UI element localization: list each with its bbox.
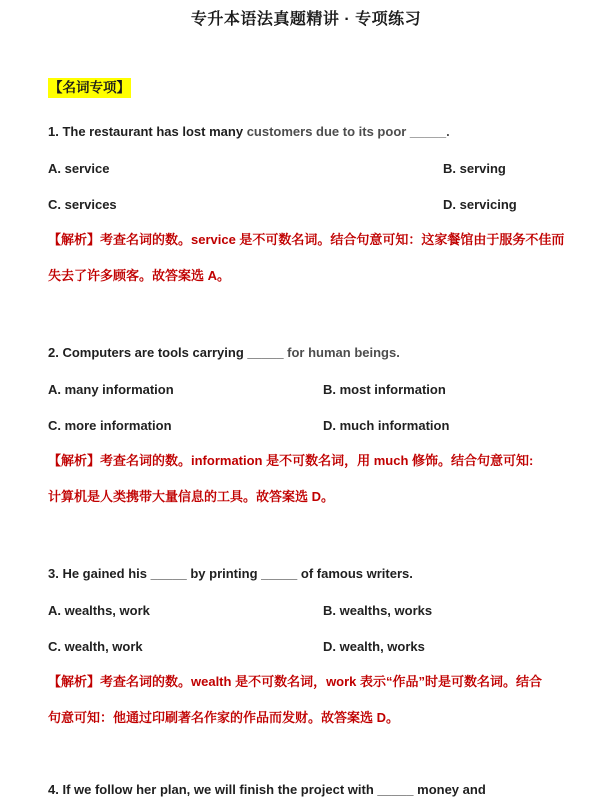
question-1-options-row-1 bbox=[48, 161, 564, 176]
question-3-options-row-2 bbox=[48, 639, 564, 654]
question-3-option-a: A. wealths, work bbox=[48, 603, 150, 618]
question-2-options-row-2 bbox=[48, 418, 564, 433]
question-block-1 bbox=[48, 124, 564, 284]
question-3-stem-main: 3. He gained his _____ by printing _____ of famous writers. bbox=[48, 566, 413, 581]
question-1-option-b: B. serving bbox=[443, 161, 506, 176]
question-4-stem: 4. If we follow her plan, we will finish the project with _____ money and bbox=[48, 782, 486, 797]
question-1-analysis-line-2: 失去了许多顾客。故答案选 A。 bbox=[48, 268, 231, 283]
question-1-option-c: C. services bbox=[48, 197, 117, 212]
question-2-stem-tail: for human beings. bbox=[287, 345, 400, 360]
question-1-stem bbox=[48, 124, 564, 140]
question-block-3 bbox=[48, 566, 564, 726]
question-2-option-c: C. more information bbox=[48, 418, 172, 433]
page-title: 专升本语法真题精讲 · 专项练习 bbox=[190, 11, 422, 28]
question-3-option-b: B. wealths, works bbox=[323, 603, 433, 618]
question-1-stem-main: 1. The restaurant has lost many bbox=[48, 124, 247, 139]
question-1-analysis-line-1: 【解析】考查名词的数。service 是不可数名词。结合句意可知：这家餐馆由于服务不佳而 bbox=[48, 232, 564, 247]
question-1-stem-tail: customers due to its poor _____. bbox=[246, 124, 450, 139]
question-2-stem-main: 2. Computers are tools carrying _____ bbox=[48, 345, 288, 360]
question-2-analysis-line-2: 计算机是人类携带大量信息的工具。故答案选 D。 bbox=[48, 489, 335, 504]
question-3-options-row-1 bbox=[48, 603, 564, 618]
question-3-analysis-line-2: 句意可知：他通过印刷著名作家的作品而发财。故答案选 D。 bbox=[48, 710, 400, 725]
question-1-option-d: D. servicing bbox=[443, 197, 517, 212]
question-3-option-d: D. wealth, works bbox=[323, 639, 425, 654]
section-header-row bbox=[48, 78, 564, 98]
section-header-highlight: 【名词专项】 bbox=[48, 78, 131, 98]
question-2-option-d: D. much information bbox=[323, 418, 450, 433]
question-2-option-a: A. many information bbox=[48, 382, 174, 397]
question-2-analysis-line-1: 【解析】考查名词的数。information 是不可数名词，用 much 修饰。结合句意可知: bbox=[48, 453, 534, 468]
question-3-analysis-line-1: 【解析】考查名词的数。wealth 是不可数名词，work 表示“作品”时是可数名词。结合 bbox=[48, 674, 543, 689]
question-1-options-row-2 bbox=[48, 197, 564, 212]
question-3-option-c: C. wealth, work bbox=[48, 639, 143, 654]
question-block-2 bbox=[48, 345, 564, 505]
question-1-option-a: A. service bbox=[48, 161, 110, 176]
question-2-option-b: B. most information bbox=[323, 382, 446, 397]
question-2-stem bbox=[48, 345, 564, 361]
question-3-stem bbox=[48, 566, 564, 582]
question-2-options-row-1 bbox=[48, 382, 564, 397]
